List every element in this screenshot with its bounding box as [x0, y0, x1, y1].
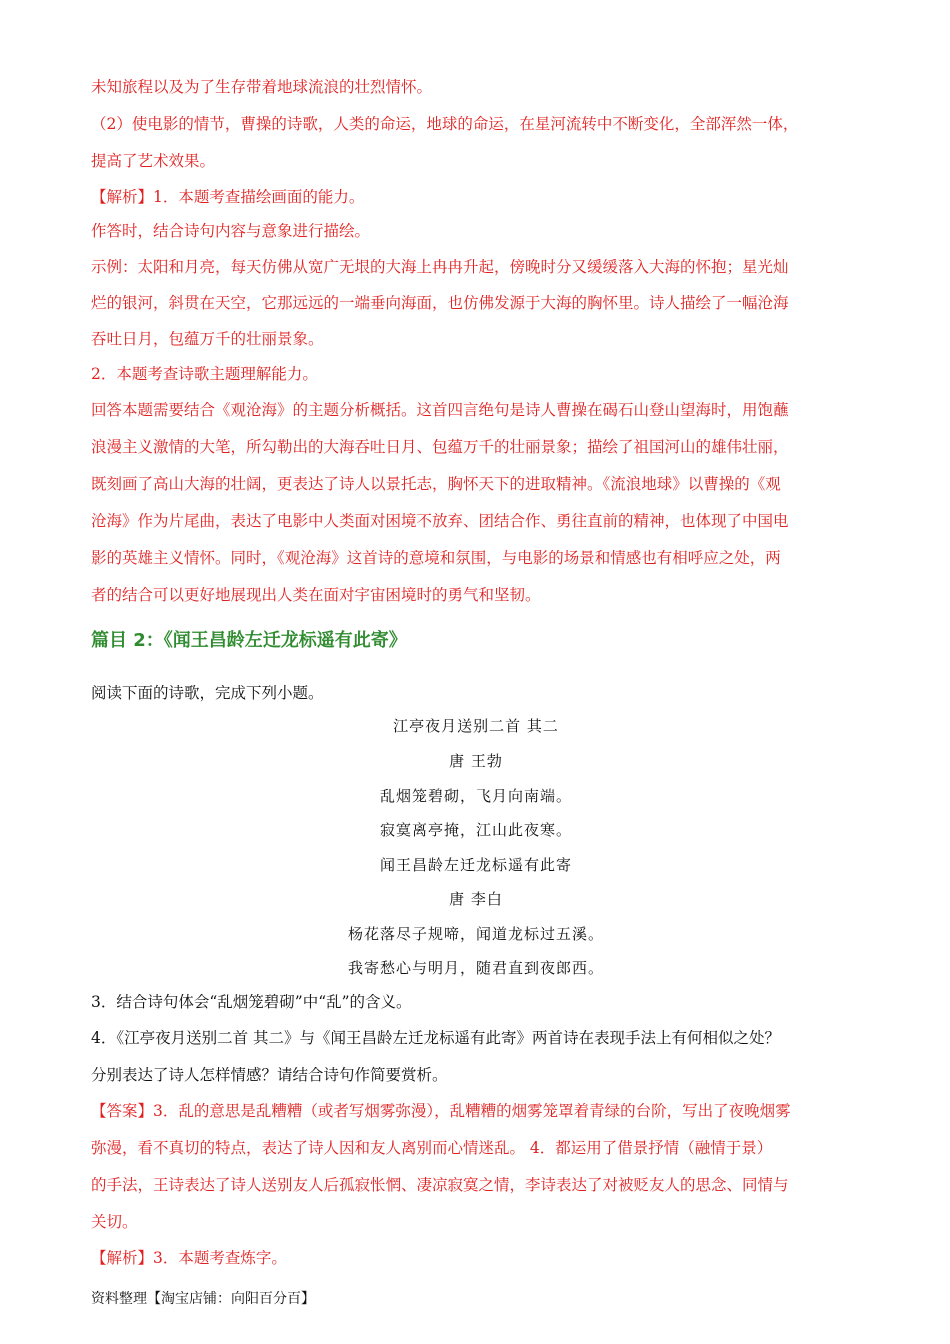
question-text: 分别表达了诗人怎样情感？请结合诗句作简要赏析。 [91, 1066, 448, 1084]
poem-line: 寂寞离亭掩，江山此夜寒。 [379, 821, 572, 839]
answer-text-line: 关切。 [91, 1213, 138, 1231]
question-text: 3．结合诗句体会“乱烟笼碧砌”中“乱”的含义。 [91, 993, 412, 1011]
analysis-text-line: 沧海》作为片尾曲，表达了电影中人类面对困境不放弃、团结合作、勇往直前的精神，也体现了中国电 [91, 512, 789, 530]
analysis-text-line: 示例：太阳和月亮，每天仿佛从宽广无垠的大海上冉冉升起，傍晚时分又缓缓落入大海的怀抱；星光灿 [91, 258, 789, 276]
poem-author: 唐 李白 [449, 890, 503, 908]
poem-line: 我寄愁心与明月，随君直到夜郎西。 [347, 959, 604, 977]
answer-text-line: 弥漫，看不真切的特点，表达了诗人因和友人离别而心情迷乱。 4．都运用了借景抒情（融情于景） [91, 1139, 773, 1157]
question-text: 4．《江亭夜月送别二首 其二》与《闻王昌龄左迁龙标遥有此寄》两首诗在表现手法上有何相似之处？ [91, 1029, 781, 1047]
poem-title: 闻王昌龄左迁龙标遥有此寄 [379, 856, 572, 874]
answer-text-line: （2）使电影的情节，曹操的诗歌，人类的命运，地球的命运，在星河流转中不断变化，全部浑然一体， [91, 115, 799, 133]
section-heading: 篇目 2：《闻王昌龄左迁龙标遥有此寄》 [91, 630, 407, 651]
answer-text-line: 提高了艺术效果。 [91, 152, 216, 170]
instruction-text: 阅读下面的诗歌，完成下列小题。 [91, 684, 324, 702]
analysis-text-line: 影的英雄主义情怀。同时，《观沧海》这首诗的意境和氛围，与电影的场景和情感也有相呼应之处，两 [91, 549, 781, 567]
poem-author: 唐 王勃 [449, 752, 503, 770]
poem-title: 江亭夜月送别二首 其二 [393, 717, 559, 735]
analysis-text-line: 浪漫主义激情的大笔，所勾勒出的大海吞吐日月、包蕴万千的壮丽景象；描绘了祖国河山的雄伟壮丽， [91, 438, 789, 456]
analysis-text-line: 作答时，结合诗句内容与意象进行描绘。 [91, 222, 371, 240]
answer-text-line: 未知旅程以及为了生存带着地球流浪的壮烈情怀。 [91, 78, 433, 96]
analysis-text-line: 者的结合可以更好地展现出人类在面对宇宙困境时的勇气和坚韧。 [91, 586, 541, 604]
poem-line: 杨花落尽子规啼，闻道龙标过五溪。 [347, 925, 604, 943]
answer-text-line: 【答案】3．乱的意思是乱糟糟（或者写烟雾弥漫），乱糟糟的烟雾笼罩着青绿的台阶，写出了夜晚烟雾 [91, 1102, 791, 1120]
analysis-text-line: 既刻画了高山大海的壮阔，更表达了诗人以景托志，胸怀天下的进取精神。《流浪地球》以曹操的《观 [91, 475, 781, 493]
analysis-text-line: 2．本题考查诗歌主题理解能力。 [91, 365, 318, 383]
analysis-text-line: 烂的银河，斜贯在天空，它那远远的一端垂向海面，也仿佛发源于大海的胸怀里。诗人描绘了一幅沧海 [91, 294, 789, 312]
analysis-text-line: 回答本题需要结合《观沧海》的主题分析概括。这首四言绝句是诗人曹操在碣石山登山望海时，用饱蘸 [91, 401, 789, 419]
page-footer: 资料整理【淘宝店铺：向阳百分百】 [91, 1291, 315, 1307]
answer-text-line: 的手法，王诗表达了诗人送别友人后孤寂怅惘、凄凉寂寞之情，李诗表达了对被贬友人的思念、同情与 [91, 1176, 789, 1194]
analysis-label-line: 【解析】3．本题考查炼字。 [91, 1249, 287, 1267]
analysis-text-line: 吞吐日月，包蕴万千的壮丽景象。 [91, 330, 324, 348]
analysis-label-line: 【解析】1．本题考查描绘画面的能力。 [91, 188, 365, 206]
poem-line: 乱烟笼碧砌，飞月向南端。 [379, 787, 572, 805]
